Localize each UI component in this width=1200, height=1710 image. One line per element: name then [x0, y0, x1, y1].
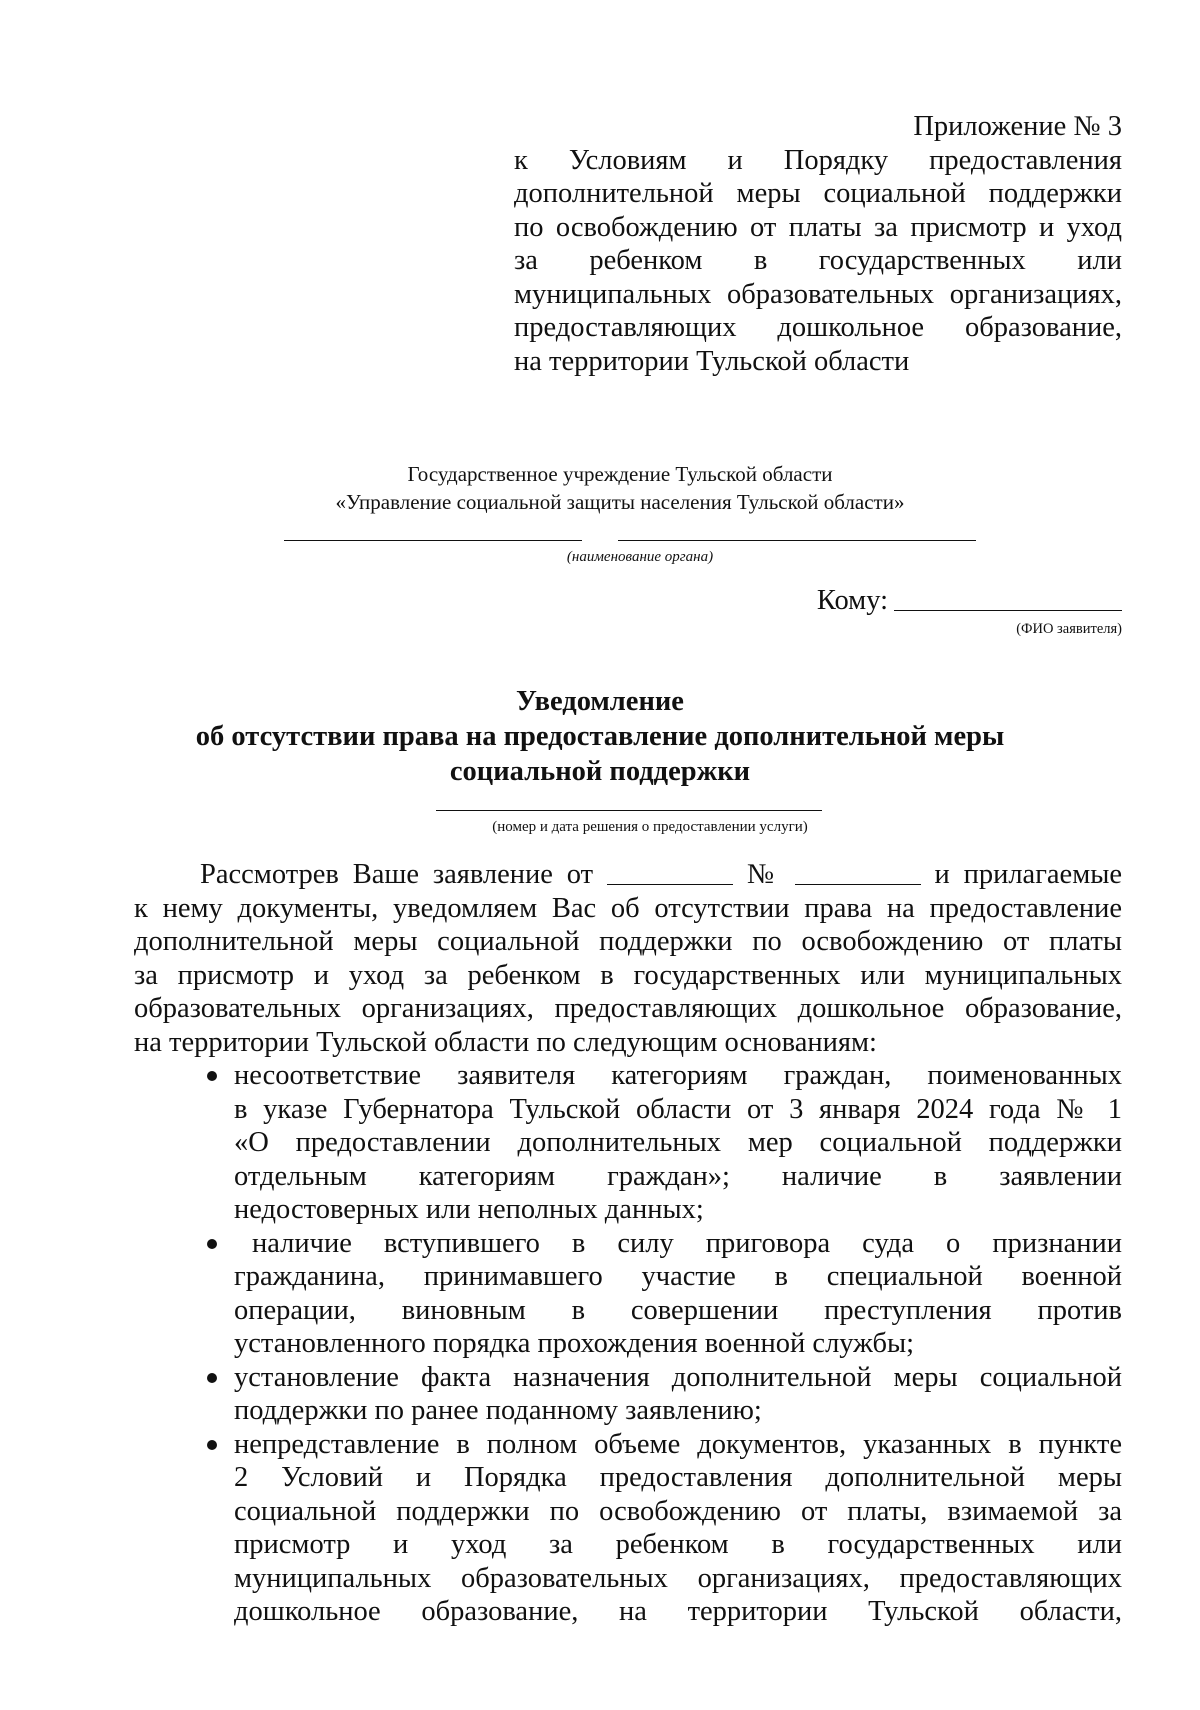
grounds-list — [234, 1059, 1122, 1629]
agency-rule-left — [284, 540, 582, 541]
agency-line: «Управление социальной защиты населения Тульской области» — [335, 490, 905, 514]
list-item-line: отдельным категориям граждан»; наличие в заявлении — [234, 1160, 1122, 1192]
list-item-line: дошкольное образование, на территории Тульской области, — [234, 1596, 1122, 1627]
recipient-caption: (ФИО заявителя) — [1016, 621, 1122, 637]
list-item-line: 2 Условий и Порядка предоставления дополнительной меры — [234, 1462, 1122, 1493]
list-item — [234, 1059, 1122, 1227]
appendix-line: предоставляющих дошкольное образование, — [514, 312, 1122, 343]
list-item-line: гражданина, принимавшего участие в специальной военной — [234, 1261, 1122, 1292]
list-item — [234, 1428, 1122, 1629]
list-item-line: присмотр и уход за ребенком в государственных или — [234, 1529, 1122, 1560]
body-text: № — [746, 859, 781, 890]
appendix-line: к Условиям и Порядку предоставления — [514, 144, 1122, 176]
recipient-blank — [894, 586, 1122, 611]
body-line: к нему документы, уведомляем Вас об отсутствии права на предоставление — [134, 892, 1122, 924]
list-item-line: в указе Губернатора Тульской области от 3 января 2024 года № 1 — [234, 1093, 1122, 1125]
appendix-number: Приложение № 3 — [913, 111, 1122, 142]
recipient-field — [700, 585, 1122, 617]
date-blank — [607, 862, 733, 885]
bullet-icon — [207, 1239, 217, 1249]
body-line: дополнительной меры социальной поддержки по освобождению от платы — [134, 926, 1122, 957]
list-item-line: операции, виновным в совершении преступления против — [234, 1294, 1122, 1326]
list-item-line: недостоверных или неполных данных; — [234, 1194, 704, 1225]
bullet-icon — [207, 1373, 217, 1383]
body-line: за присмотр и уход за ребенком в государственных или муниципальных — [134, 959, 1122, 991]
body-line: на территории Тульской области по следующим основаниям: — [134, 1026, 877, 1058]
agency-caption: (наименование органа) — [566, 549, 714, 565]
body-text: Рассмотрев Ваше заявление от — [200, 859, 594, 890]
body-line: образовательных организациях, предоставляющих дошкольное образование, — [134, 993, 1122, 1024]
bullet-icon — [207, 1440, 217, 1450]
agency-line: Государственное учреждение Тульской области — [407, 462, 833, 486]
body-text: и прилагаемые — [934, 859, 1123, 890]
list-item-line: непредставление в полном объеме документов, указанных в пункте — [234, 1428, 1122, 1460]
list-item — [234, 1227, 1122, 1361]
agency-rule-right — [618, 540, 976, 541]
appendix-line: муниципальных образовательных организациях, — [514, 278, 1122, 310]
body-first-line — [134, 858, 1122, 892]
list-item-line: установленного порядка прохождения военной службы; — [234, 1328, 915, 1359]
list-item — [234, 1361, 1122, 1428]
appendix-line: дополнительной меры социальной поддержки — [514, 178, 1122, 209]
decision-caption: (номер и дата решения о предоставлении услуги) — [492, 819, 808, 835]
appendix-line: на территории Тульской области — [514, 345, 910, 377]
title-line: об отсутствии права на предоставление дополнительной меры — [195, 721, 1005, 752]
recipient-label: Кому: — [816, 585, 888, 616]
number-blank — [795, 862, 921, 885]
appendix-header — [514, 110, 1122, 378]
appendix-line: по освобождению от платы за присмотр и уход — [514, 211, 1122, 243]
title-line: социальной поддержки — [449, 756, 751, 787]
list-item-line: социальной поддержки по освобождению от платы, взимаемой за — [234, 1495, 1122, 1527]
list-item-line: «О предоставлении дополнительных мер социальной поддержки — [234, 1127, 1122, 1158]
bullet-icon — [207, 1071, 217, 1081]
decision-rule — [436, 810, 822, 811]
agency-name — [240, 460, 1000, 516]
list-item-line: наличие вступившего в силу приговора суда о признании — [252, 1227, 1122, 1259]
list-item-line: поддержки по ранее поданному заявлению; — [234, 1395, 762, 1426]
document-title — [150, 684, 1050, 789]
title-line: Уведомление — [516, 686, 684, 717]
list-item-line: установление факта назначения дополнительной меры социальной — [234, 1361, 1122, 1393]
appendix-line: за ребенком в государственных или — [514, 245, 1122, 276]
list-item-line: муниципальных образовательных организациях, предоставляющих — [234, 1562, 1122, 1594]
body-paragraph — [134, 858, 1122, 1059]
list-item-line: несоответствие заявителя категориям граждан, поименованных — [234, 1060, 1122, 1091]
